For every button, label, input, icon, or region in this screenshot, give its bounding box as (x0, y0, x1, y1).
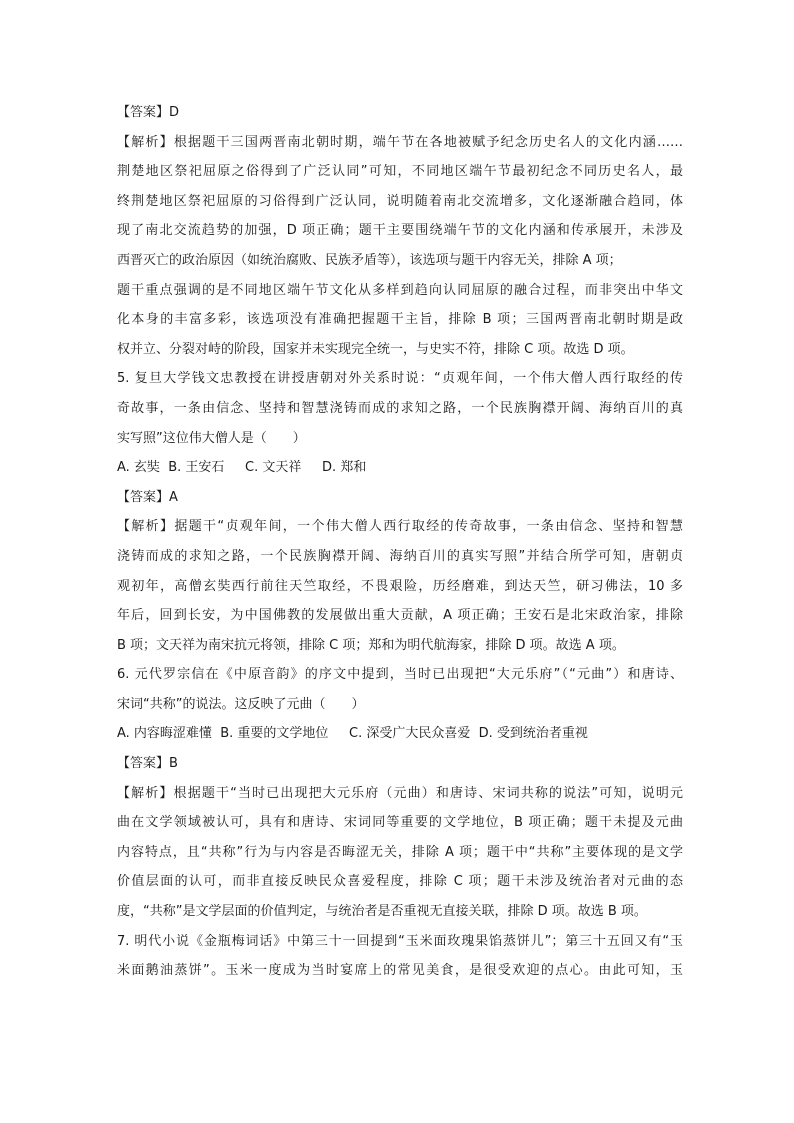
analysis-line: 内容特点，且“共称”行为与内容是否晦涩无关，排除 A 项；题干中“共称”主要体现的是文学 (117, 844, 683, 860)
analysis-line: 浇铸而成的求知之路，一个民族胸襟开阔、海纳百川的真实写照”并结合所学可知，唐朝贞 (117, 548, 683, 564)
analysis-line: 化本身的丰富多彩，该选项没有准确把握题干主旨，排除 B 项；三国两晋南北朝时期是政 (117, 312, 683, 328)
answer-label: 【答案】D (117, 105, 180, 120)
analysis-line: 终荆楚地区祭祀屈原的习俗得到广泛认同，说明随着南北交流增多，文化逐渐融合趋同，体 (117, 193, 683, 209)
analysis-line: 【解析】根据题干三国两晋南北朝时期，端午节在各地被赋予纪念历史名人的文化内涵…… (117, 134, 683, 150)
question-5-line: 5. 复旦大学钱文忠教授在讲授唐朝对外关系时说：“贞观年间，一个伟大僧人西行取经的传 (117, 371, 683, 387)
analysis-line: 观初年，高僧玄奘西行前往天竺取经，不畏艰险，历经磨难，到达天竺，研习佛法，10 多 (117, 578, 683, 594)
analysis-line: 【解析】根据题干“当时已出现把大元乐府（元曲）和唐诗、宋词共称的说法”可知，说明元 (117, 785, 683, 801)
question-5-line: 实写照”这位伟大僧人是（ ） (117, 430, 306, 446)
analysis-line: 西晋灭亡的政治原因（如统治腐败、民族矛盾等），该选项与题干内容无关，排除 A 项； (117, 252, 622, 268)
analysis-line: 【解析】据题干“贞观年间，一个伟大僧人西行取经的传奇故事，一条由信念、坚持和智慧 (117, 519, 683, 535)
answer-label: 【答案】A (117, 489, 178, 505)
question-7-line: 7. 明代小说《金瓶梅词话》中第三十一回提到“玉米面玫瑰果馅蒸饼儿”；第三十五回又有“玉 (117, 933, 683, 949)
question-5-line: 奇故事，一条由信念、坚持和智慧浇铸而成的求知之路，一个民族胸襟开阔、海纳百川的真 (117, 400, 683, 416)
analysis-line: 度，“共称”是文学层面的价值判定，与统治者是否重视无直接关联，排除 D 项。故选 B 项。 (117, 904, 647, 920)
answer-label: 【答案】B (117, 756, 178, 772)
document-page (117, 98, 683, 986)
analysis-line: 题干重点强调的是不同地区端午节文化从多样到趋向认同屈原的融合过程，而非突出中华文 (117, 282, 683, 298)
question-6-line: 6. 元代罗宗信在《中原音韵》的序文中提到，当时已出现把“大元乐府”（“元曲”）和唐诗、 (117, 667, 683, 683)
analysis-line: 权并立、分裂对峙的阶段，国家并未实现完全统一，与史实不符，排除 C 项。故选 D 项。 (117, 341, 634, 357)
question-7-line: 米面鹅油蒸饼”。玉米一度成为当时宴席上的常见美食，是很受欢迎的点心。由此可知，玉 (117, 963, 683, 979)
analysis-line: 年后，回到长安，为中国佛教的发展做出重大贡献，A 项正确；王安石是北宋政治家，排除 (117, 608, 683, 624)
analysis-line: 现了南北交流趋势的加强，D 项正确；题干主要围绕端午节的文化内涵和传承展开，未涉及 (117, 223, 683, 239)
analysis-line: 价值层面的认可，而非直接反映民众喜爱程度，排除 C 项；题干未涉及统治者对元曲的态 (117, 874, 683, 890)
question-6-options: A. 内容晦涩难懂 B. 重要的文学地位 C. 深受广大民众喜爱 D. 受到统治者重视 (117, 726, 588, 742)
question-5-options: A. 玄奘 B. 王安石 C. 文天祥 D. 郑和 (117, 460, 367, 476)
question-6-line: 宋词“共称”的说法。这反映了元曲（ ） (117, 696, 365, 712)
analysis-line: 曲在文学领域被认可，具有和唐诗、宋词同等重要的文学地位，B 项正确；题干未提及元曲 (117, 815, 683, 831)
analysis-line: B 项；文天祥为南宋抗元将领，排除 C 项；郑和为明代航海家，排除 D 项。故选 A 项。 (117, 637, 625, 653)
analysis-line: 荆楚地区祭祀屈原之俗得到了广泛认同”可知，不同地区端午节最初纪念不同历史名人，最 (117, 164, 683, 180)
